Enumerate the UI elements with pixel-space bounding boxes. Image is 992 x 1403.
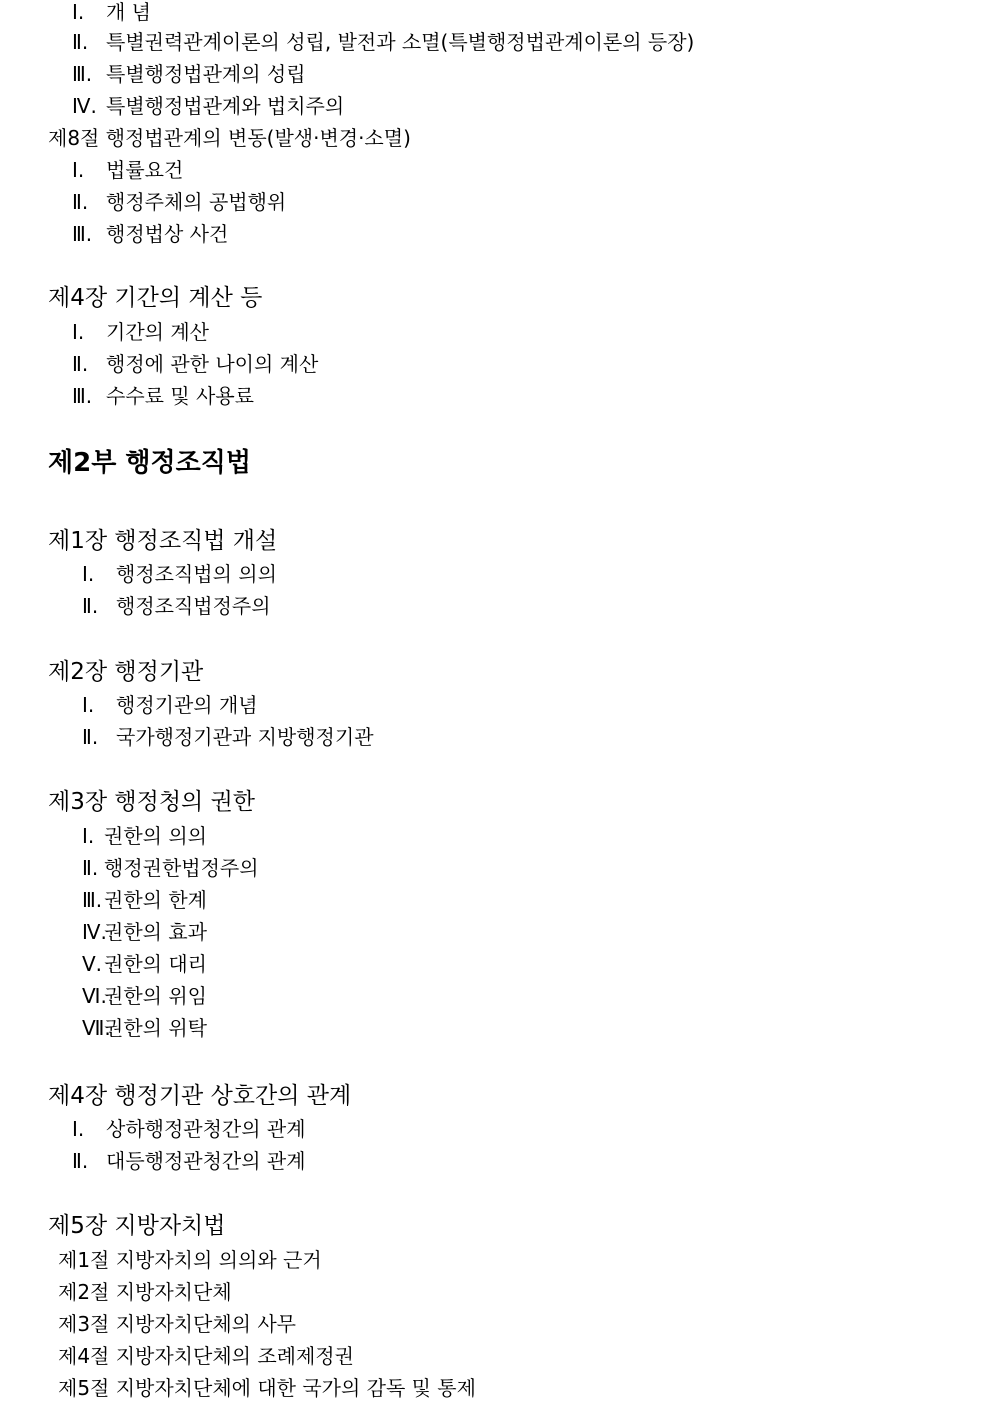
item-text: 행정에 관한 나이의 계산 <box>106 352 319 376</box>
item-number: Ⅳ. <box>72 94 97 118</box>
outline-item <box>82 986 207 1006</box>
item-number: Ⅱ. <box>72 30 89 54</box>
outline-item <box>82 1018 207 1038</box>
outline-item <box>72 386 254 406</box>
item-text: 행정조직법의 의의 <box>116 562 277 586</box>
outline-item <box>72 1119 306 1139</box>
outline-item <box>72 224 228 244</box>
item-number: Ⅰ. <box>82 562 95 586</box>
section-heading: 제5절 지방자치단체에 대한 국가의 감독 및 통제 <box>58 1376 476 1400</box>
item-number: Ⅱ. <box>82 856 99 880</box>
item-number: Ⅱ. <box>82 594 99 618</box>
item-text: 권한의 한계 <box>104 888 207 912</box>
outline-item <box>72 160 183 180</box>
item-text: 특별행정법관계와 법치주의 <box>106 94 345 118</box>
item-number: Ⅰ. <box>72 158 85 182</box>
item-text: 행정권한법정주의 <box>104 856 259 880</box>
item-number: Ⅰ. <box>72 1117 85 1141</box>
item-number: Ⅳ. <box>82 920 107 944</box>
outline-item <box>72 32 694 52</box>
item-number: Ⅲ. <box>72 222 93 246</box>
outline-item <box>82 858 259 878</box>
item-text: 권한의 위탁 <box>104 1016 207 1040</box>
item-text: 국가행정기관과 지방행정기관 <box>116 725 374 749</box>
outline-item <box>72 1151 306 1171</box>
outline-item <box>82 727 374 747</box>
outline-item <box>72 192 286 212</box>
item-number: Ⅵ. <box>82 984 107 1008</box>
section-heading: 제3절 지방자치단체의 사무 <box>58 1312 296 1336</box>
chapter-heading: 제5장 지방자치법 <box>48 1213 226 1239</box>
item-text: 수수료 및 사용료 <box>106 384 254 408</box>
item-number: Ⅱ. <box>72 1149 89 1173</box>
section-heading: 제2절 지방자치단체 <box>58 1280 232 1304</box>
outline-item <box>72 64 306 84</box>
item-text: 권한의 대리 <box>104 952 207 976</box>
item-text: 행정조직법정주의 <box>116 594 271 618</box>
outline-item <box>82 890 207 910</box>
chapter-heading: 제4장 행정기관 상호간의 관계 <box>48 1083 352 1109</box>
item-text: 기간의 계산 <box>106 320 209 344</box>
outline-item <box>82 695 258 715</box>
section-heading: 제1절 지방자치의 의의와 근거 <box>58 1248 322 1272</box>
outline-item <box>82 922 207 942</box>
item-number: Ⅰ. <box>82 824 95 848</box>
item-number: Ⅰ. <box>72 320 85 344</box>
item-number: Ⅱ. <box>72 352 89 376</box>
item-number: Ⅶ. <box>82 1016 111 1040</box>
item-text: 권한의 효과 <box>104 920 207 944</box>
item-number: Ⅱ. <box>72 190 89 214</box>
item-text: 권한의 의의 <box>104 824 207 848</box>
item-number: Ⅰ. <box>82 693 95 717</box>
part-heading: 제2부 행정조직법 <box>48 448 251 478</box>
chapter-heading: 제1장 행정조직법 개설 <box>48 528 278 554</box>
item-number: Ⅲ. <box>72 384 93 408</box>
item-text: 대등행정관청간의 관계 <box>106 1149 306 1173</box>
section-heading: 제8절 행정법관계의 변동(발생·변경·소멸) <box>48 126 411 150</box>
outline-item <box>72 96 344 116</box>
chapter-heading: 제3장 행정청의 권한 <box>48 789 255 815</box>
outline-item <box>72 354 318 374</box>
item-text: 상하행정관청간의 관계 <box>106 1117 306 1141</box>
item-number: Ⅲ. <box>72 62 93 86</box>
outline-item <box>72 322 209 342</box>
item-number: Ⅱ. <box>82 725 99 749</box>
item-text: 권한의 위임 <box>104 984 207 1008</box>
item-text: 특별권력관계이론의 성립, 발전과 소멸(특별행정법관계이론의 등장) <box>106 30 695 54</box>
item-number: Ⅴ. <box>82 952 103 976</box>
outline-item <box>82 596 271 616</box>
item-text: 행정주체의 공법행위 <box>106 190 287 214</box>
item-number: Ⅲ. <box>82 888 103 912</box>
item-text: 개 념 <box>106 0 151 24</box>
outline-item <box>82 826 207 846</box>
outline-item <box>82 954 207 974</box>
chapter-heading: 제2장 행정기관 <box>48 659 204 685</box>
outline-item <box>82 564 277 584</box>
section-heading: 제4절 지방자치단체의 조례제정권 <box>58 1344 354 1368</box>
chapter-heading: 제4장 기간의 계산 등 <box>48 285 263 311</box>
item-text: 행정법상 사건 <box>106 222 229 246</box>
outline-item <box>72 2 151 22</box>
item-text: 행정기관의 개념 <box>116 693 258 717</box>
item-text: 특별행정법관계의 성립 <box>106 62 306 86</box>
item-number: Ⅰ. <box>72 0 85 24</box>
item-text: 법률요건 <box>106 158 184 182</box>
